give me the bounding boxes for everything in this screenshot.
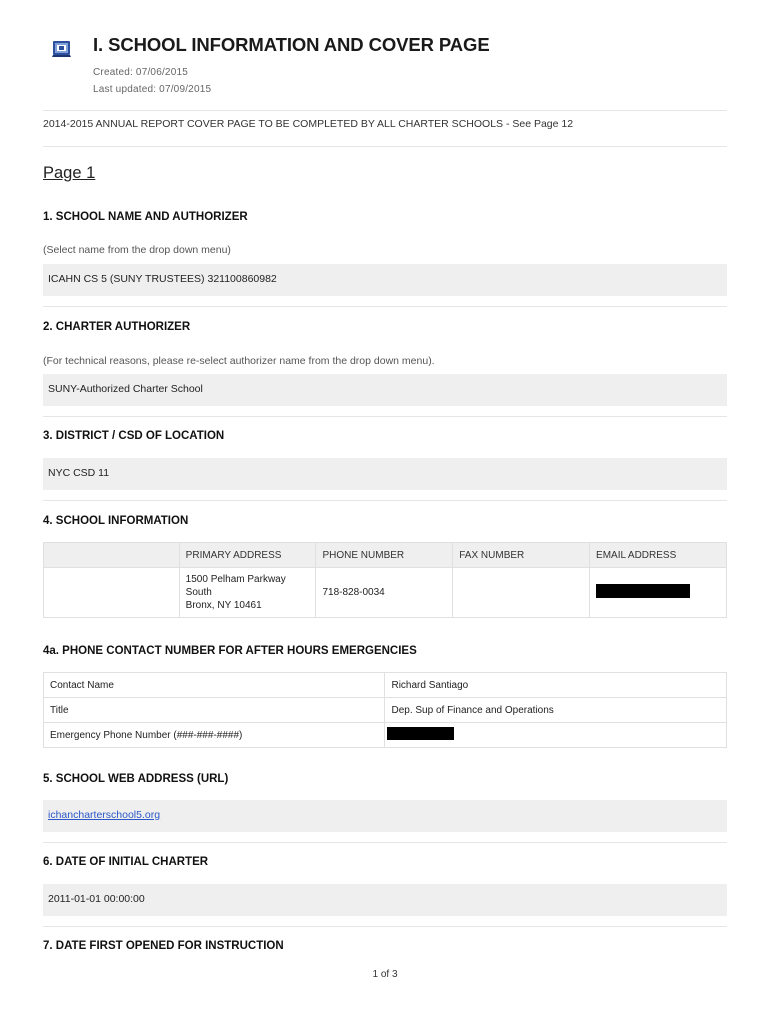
school-info-table xyxy=(43,542,727,618)
column-header: PRIMARY ADDRESS xyxy=(179,543,316,568)
section-1-title: 1. SCHOOL NAME AND AUTHORIZER xyxy=(43,211,248,223)
emergency-phone-value xyxy=(385,723,727,748)
section-1-hint: (Select name from the drop down menu) xyxy=(43,244,231,256)
table-row xyxy=(44,723,727,748)
section-4a-title: 4a. PHONE CONTACT NUMBER FOR AFTER HOURS EMERGENCIES xyxy=(43,645,417,657)
contact-name-label: Contact Name xyxy=(44,673,385,698)
page-number: 1 of 3 xyxy=(372,969,398,980)
divider xyxy=(43,146,727,147)
district-field[interactable] xyxy=(43,458,727,490)
title-label: Title xyxy=(44,698,385,723)
divider xyxy=(43,500,727,501)
column-header: EMAIL ADDRESS xyxy=(590,543,727,568)
emergency-phone-label: Emergency Phone Number (###-###-####) xyxy=(44,723,385,748)
email-address-cell xyxy=(590,568,727,618)
page-title: I. SCHOOL INFORMATION AND COVER PAGE xyxy=(93,34,490,55)
column-header xyxy=(44,543,180,568)
initial-charter-date-field[interactable] xyxy=(43,884,727,916)
charter-authorizer-value: SUNY-Authorized Charter School xyxy=(48,383,203,395)
initial-charter-date-value: 2011-01-01 00:00:00 xyxy=(48,893,145,905)
section-6-title: 6. DATE OF INITIAL CHARTER xyxy=(43,856,209,868)
section-5-title: 5. SCHOOL WEB ADDRESS (URL) xyxy=(43,773,229,785)
contact-name-value: Richard Santiago xyxy=(385,673,727,698)
district-value: NYC CSD 11 xyxy=(48,467,110,479)
redacted-phone xyxy=(387,727,454,740)
divider xyxy=(43,416,727,417)
section-2-title: 2. CHARTER AUTHORIZER xyxy=(43,321,191,333)
redacted-email xyxy=(596,584,690,598)
address-line: Bronx, NY 10461 xyxy=(185,600,262,611)
divider xyxy=(43,926,727,927)
table-row xyxy=(44,673,727,698)
column-header: PHONE NUMBER xyxy=(316,543,453,568)
address-line: 1500 Pelham Parkway xyxy=(185,574,286,585)
section-4-title: 4. SCHOOL INFORMATION xyxy=(43,515,189,527)
last-updated-date: Last updated: 07/09/2015 xyxy=(93,84,212,95)
intro-text: 2014-2015 ANNUAL REPORT COVER PAGE TO BE COMPLETED BY ALL CHARTER SCHOOLS - See Page 12 xyxy=(43,118,574,130)
table-row xyxy=(44,568,727,618)
divider xyxy=(43,306,727,307)
table-row xyxy=(44,698,727,723)
school-name-field[interactable] xyxy=(43,264,727,296)
page-label: Page 1 xyxy=(43,164,96,182)
created-date: Created: 07/06/2015 xyxy=(93,67,188,78)
section-7-title: 7. DATE FIRST OPENED FOR INSTRUCTION xyxy=(43,940,284,952)
primary-address-cell xyxy=(179,568,316,618)
table-header-row xyxy=(44,543,727,568)
school-seal-icon xyxy=(52,38,72,58)
emergency-contact-table xyxy=(43,672,727,748)
web-address-link[interactable]: ichancharterschool5.org xyxy=(48,809,161,821)
fax-number-cell xyxy=(453,568,590,618)
address-line: South xyxy=(185,587,212,598)
section-3-title: 3. DISTRICT / CSD OF LOCATION xyxy=(43,430,225,442)
title-value: Dep. Sup of Finance and Operations xyxy=(385,698,727,723)
divider xyxy=(43,110,727,111)
divider xyxy=(43,842,727,843)
section-2-hint: (For technical reasons, please re-select authorizer name from the drop down menu). xyxy=(43,355,435,367)
charter-authorizer-field[interactable] xyxy=(43,374,727,406)
school-name-value: ICAHN CS 5 (SUNY TRUSTEES) 321100860982 xyxy=(48,273,277,285)
web-address-field[interactable] xyxy=(43,800,727,832)
column-header: FAX NUMBER xyxy=(453,543,590,568)
phone-number-cell: 718-828-0034 xyxy=(316,568,453,618)
table-cell xyxy=(44,568,180,618)
